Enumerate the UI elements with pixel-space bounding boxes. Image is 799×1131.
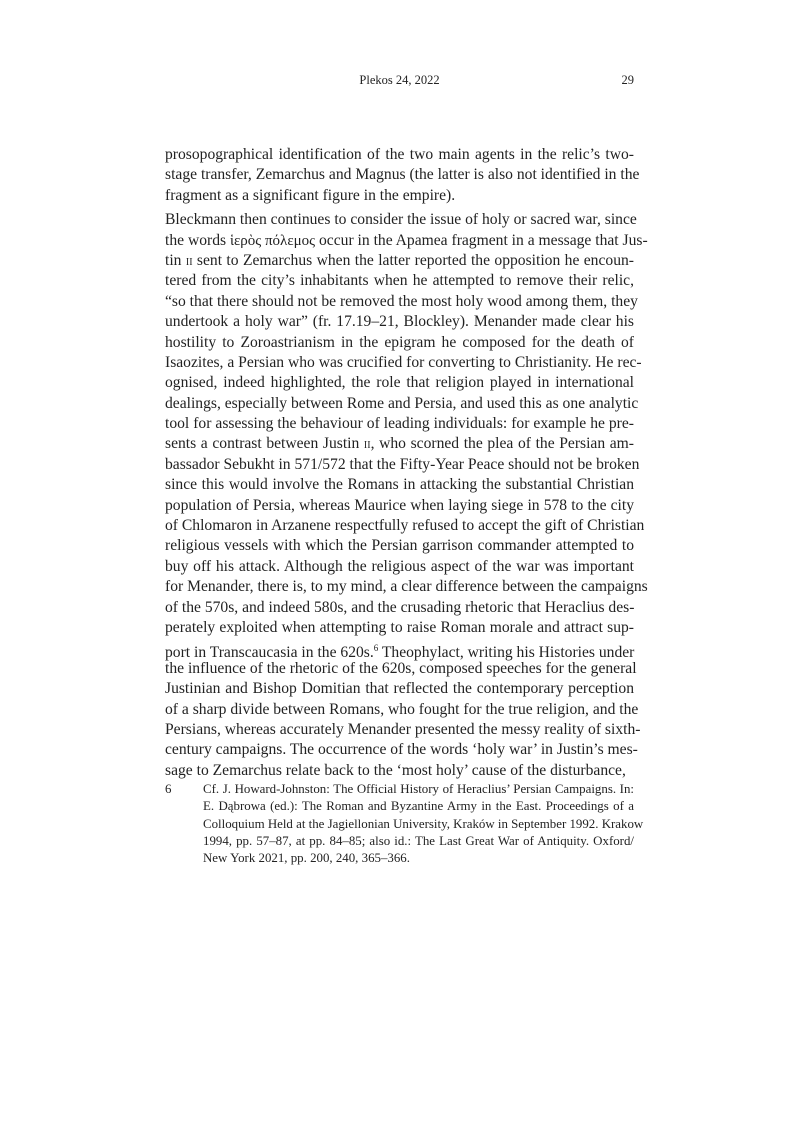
text-line: [165, 251, 634, 271]
text-line: E. Dąbrowa (ed.): The Roman and Byzantine Army in the East. Proceedings of a: [203, 799, 634, 814]
greek-phrase: ἱερὸς πόλεμος: [229, 232, 316, 249]
text-line: century campaigns. The occurrence of the words ‘holy war’ in Justin’s mes-: [165, 741, 638, 759]
text-segment: , who scorned the plea of the Persian am-: [370, 435, 635, 453]
text-line: since this would involve the Romans in attacking the substantial Christian: [165, 476, 634, 494]
text-line: Cf. J. Howard-Johnston: The Official History of Heraclius’ Persian Campaigns. In:: [203, 782, 634, 796]
footnote-reference: 6: [373, 643, 379, 654]
text-line: sage to Zemarchus relate back to the ‘most holy’ cause of the disturbance,: [165, 761, 626, 779]
text-line: New York 2021, pp. 200, 240, 365–366.: [203, 851, 410, 866]
text-line: perately exploited when attempting to raise Roman morale and attract sup-: [165, 618, 634, 636]
text-segment: the words: [165, 231, 230, 249]
text-line: undertook a holy war” (fr. 17.19–21, Blockley). Menander made clear his: [165, 313, 634, 331]
text-line: of the 570s, and indeed 580s, and the crusading rhetoric that Heraclius des-: [165, 598, 635, 616]
small-caps-numeral: ii: [363, 437, 371, 453]
text-segment: sents a contrast between Justin: [165, 435, 364, 453]
text-line: [165, 434, 634, 454]
text-line: of a sharp divide between Romans, who fought for the true religion, and the: [165, 700, 639, 718]
text-segment: sent to Zemarchus when the latter reported the opposition he encoun-: [192, 251, 634, 269]
text-line: of Chlomaron in Arzanene respectfully refused to accept the gift of Christian: [165, 517, 645, 535]
text-segment: tin: [165, 251, 186, 269]
text-line: Persians, whereas accurately Menander presented the messy reality of sixth-: [165, 720, 641, 738]
paragraph: [165, 210, 648, 781]
text-line: fragment as a significant figure in the empire).: [165, 186, 456, 204]
text-line: 1994, pp. 57–87, at pp. 84–85; also id.: The Last Great War of Antiquity. Oxford/: [203, 833, 634, 848]
journal-title: Plekos 24, 2022: [359, 73, 440, 87]
text-line: Isaozites, a Persian who was crucified for converting to Christianity. He rec-: [165, 353, 642, 371]
paragraph: [165, 145, 640, 206]
footnote-text: [203, 781, 644, 867]
text-line: ognised, indeed highlighted, the role that religion played in international: [165, 374, 634, 392]
text-segment: occur in the Apamea fragment in a message that Jus-: [315, 231, 648, 249]
text-line: dealings, especially between Rome and Persia, and used this as one analytic: [165, 394, 639, 412]
text-segment: Theophylact, writing his Histories under: [378, 644, 635, 662]
text-line: Bleckmann then continues to consider the issue of holy or sacred war, since: [165, 211, 637, 229]
text-line: [165, 231, 648, 251]
text-line: “so that there should not be removed the most holy wood among them, they: [165, 292, 638, 310]
text-line: religious vessels with which the Persian garrison commander attempted to: [165, 537, 634, 555]
text-line: tered from the city’s inhabitants when he attempted to remove their relic,: [165, 272, 634, 290]
text-line: for Menander, there is, to my mind, a clear difference between the campaigns: [165, 578, 648, 596]
page-number: 29: [621, 73, 634, 87]
text-line: prosopographical identification of the two main agents in the relic’s two-: [165, 146, 634, 163]
text-line: the influence of the rhetoric of the 620s, composed speeches for the general: [165, 659, 637, 677]
body-text: [165, 145, 648, 781]
text-line: [165, 638, 635, 662]
small-caps-numeral: ii: [185, 253, 193, 269]
text-line: stage transfer, Zemarchus and Magnus (the latter is also not identified in the: [165, 166, 640, 184]
text-line: Colloquium Held at the Jagiellonian University, Kraków in September 1992. Krakow: [203, 816, 644, 831]
text-line: bassador Sebukht in 571/572 that the Fifty-Year Peace should not be broken: [165, 455, 640, 473]
text-line: tool for assessing the behaviour of leading individuals: for example he pre-: [165, 415, 634, 433]
text-line: Justinian and Bishop Domitian that reflected the contemporary perception: [165, 680, 634, 698]
text-line: hostility to Zoroastrianism in the epigram he composed for the death of: [165, 333, 634, 351]
text-segment: port in Transcaucasia in the 620s.: [165, 644, 374, 662]
running-header: [165, 73, 634, 91]
text-line: buy off his attack. Although the religious aspect of the war was important: [165, 557, 634, 575]
text-line: population of Persia, whereas Maurice when laying siege in 578 to the city: [165, 496, 634, 514]
footnote-number: 6: [165, 782, 172, 796]
